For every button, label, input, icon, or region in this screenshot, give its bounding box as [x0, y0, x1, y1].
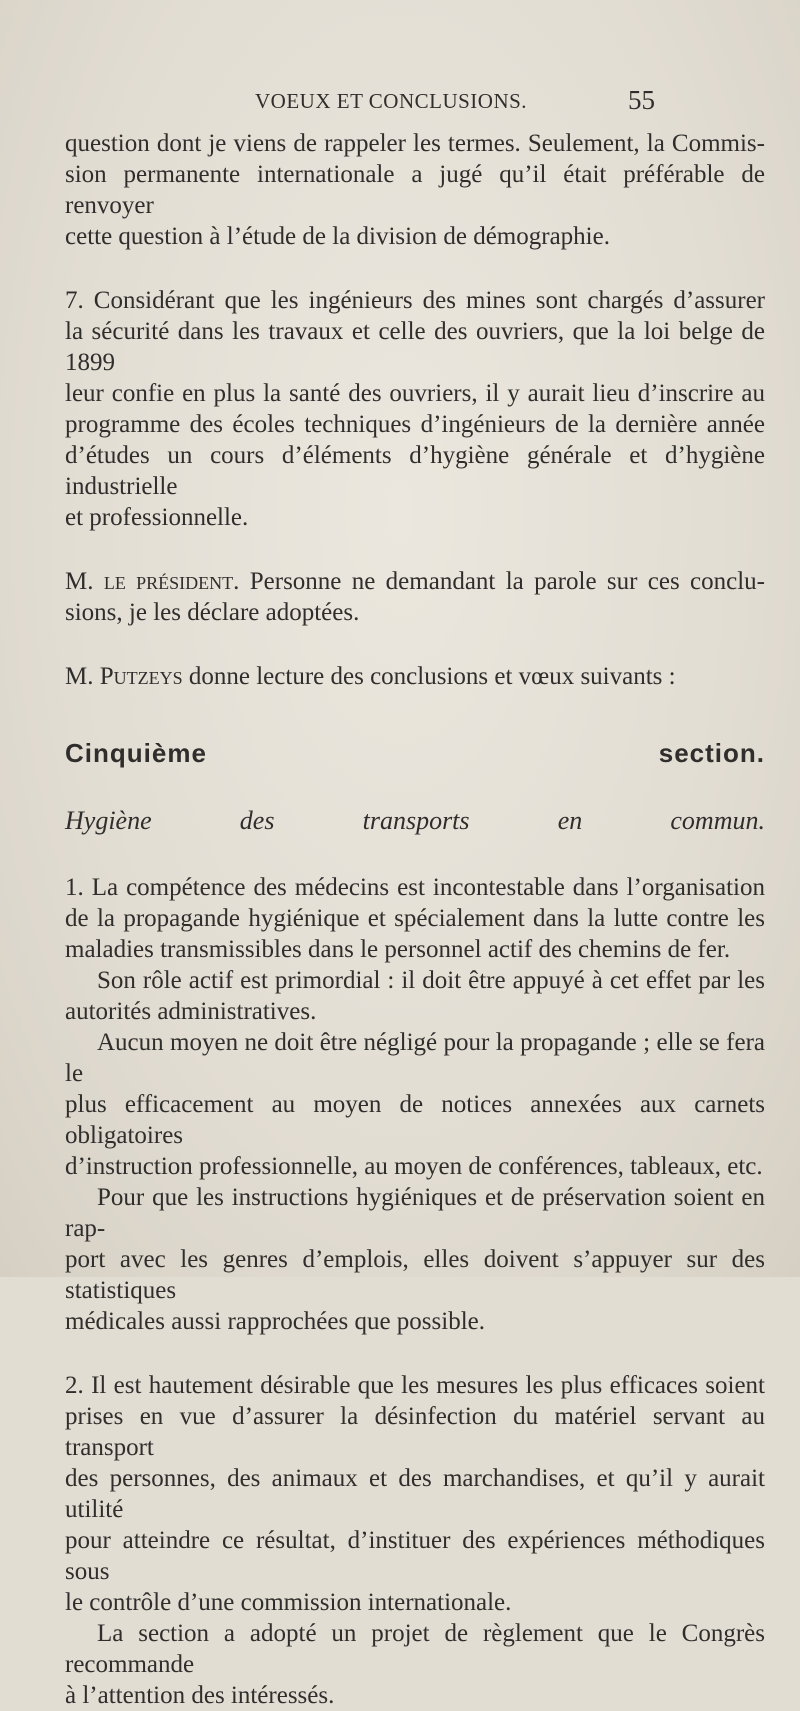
- text-line: le contrôle d’une commission internationale.: [65, 1589, 512, 1616]
- text-line: à l’attention des intéressés.: [65, 1682, 335, 1709]
- speaker-name: M. Putzeys: [65, 663, 183, 690]
- text-line: sion permanente internationale a jugé qu’il était préférable de renvoyer: [65, 161, 765, 219]
- paragraph-intro: [65, 128, 765, 252]
- text-line: d’études un cours d’éléments d’hygiène générale et d’hygiène industrielle: [65, 442, 765, 500]
- text-line: M. Putzeys donne lecture des conclusions et vœux suivants :: [65, 663, 676, 690]
- page-body: [65, 128, 765, 1711]
- text-line: pour atteindre ce résultat, d’instituer des expériences méthodiques sous: [65, 1527, 765, 1585]
- paragraph-president: [65, 566, 765, 628]
- paragraph-conclusion-7: [65, 285, 765, 533]
- text-line: prises en vue d’assurer la désinfection du matériel servant au transport: [65, 1403, 765, 1461]
- text-line: cette question à l’étude de la division de démographie.: [65, 223, 610, 250]
- running-head: VOEUX ET CONCLUSIONS.: [255, 89, 528, 113]
- text-line: de la propagande hygiénique et spécialement dans la lutte contre les: [65, 905, 765, 932]
- text-line: Son rôle actif est primordial : il doit être appuyé à cet effet par les: [97, 967, 765, 994]
- conclusion-item-1: [65, 872, 765, 1337]
- text-line: 2. Il est hautement désirable que les mesures les plus efficaces soient: [65, 1372, 765, 1399]
- text-line: Aucun moyen ne doit être négligé pour la propagande ; elle se fera le: [65, 1029, 765, 1087]
- text-line: autorités administratives.: [65, 998, 317, 1025]
- text-line: La section a adopté un projet de règlement que le Congrès recommande: [65, 1620, 765, 1678]
- text-line: Pour que les instructions hygiéniques et de préservation soient en rap-: [65, 1184, 765, 1242]
- text-line: 1. La compétence des médecins est incontestable dans l’organisation: [65, 874, 765, 901]
- text-line: port avec les genres d’emplois, elles doivent s’appuyer sur des statistiques: [65, 1246, 765, 1304]
- text-line: des personnes, des animaux et des marchandises, et qu’il y aurait utilité: [65, 1465, 765, 1523]
- text-line: médicales aussi rapprochées que possible.: [65, 1308, 486, 1335]
- text-line: 7. Considérant que les ingénieurs des mines sont chargés d’assurer: [65, 287, 765, 314]
- text-line: leur confie en plus la santé des ouvriers, il y aurait lieu d’inscrire au: [65, 380, 765, 407]
- text-line: sions, je les déclare adoptées.: [65, 599, 360, 626]
- text-line: M. le président. Personne ne demandant la parole sur ces conclu-: [65, 568, 765, 595]
- section-subtitle: Hygiène des transports en commun.: [65, 806, 765, 835]
- section-title: Cinquième section.: [65, 738, 765, 768]
- text-line: et professionnelle.: [65, 504, 249, 531]
- conclusion-item-2: [65, 1370, 765, 1711]
- paragraph-putzeys: [65, 661, 765, 692]
- page-number: 55: [628, 85, 655, 115]
- text-line: d’instruction professionnelle, au moyen de conférences, tableaux, etc.: [65, 1153, 763, 1180]
- text-line: la sécurité dans les travaux et celle des ouvriers, que la loi belge de 1899: [65, 318, 765, 376]
- page-header: [0, 85, 800, 115]
- text-line: maladies transmissibles dans le personnel actif des chemins de fer.: [65, 936, 731, 963]
- text-line: programme des écoles techniques d’ingénieurs de la dernière année: [65, 411, 765, 438]
- speaker-name: M. le président.: [65, 568, 240, 595]
- text-line: plus efficacement au moyen de notices annexées aux carnets obligatoires: [65, 1091, 765, 1149]
- text-line: question dont je viens de rappeler les termes. Seulement, la Commis-: [65, 130, 765, 157]
